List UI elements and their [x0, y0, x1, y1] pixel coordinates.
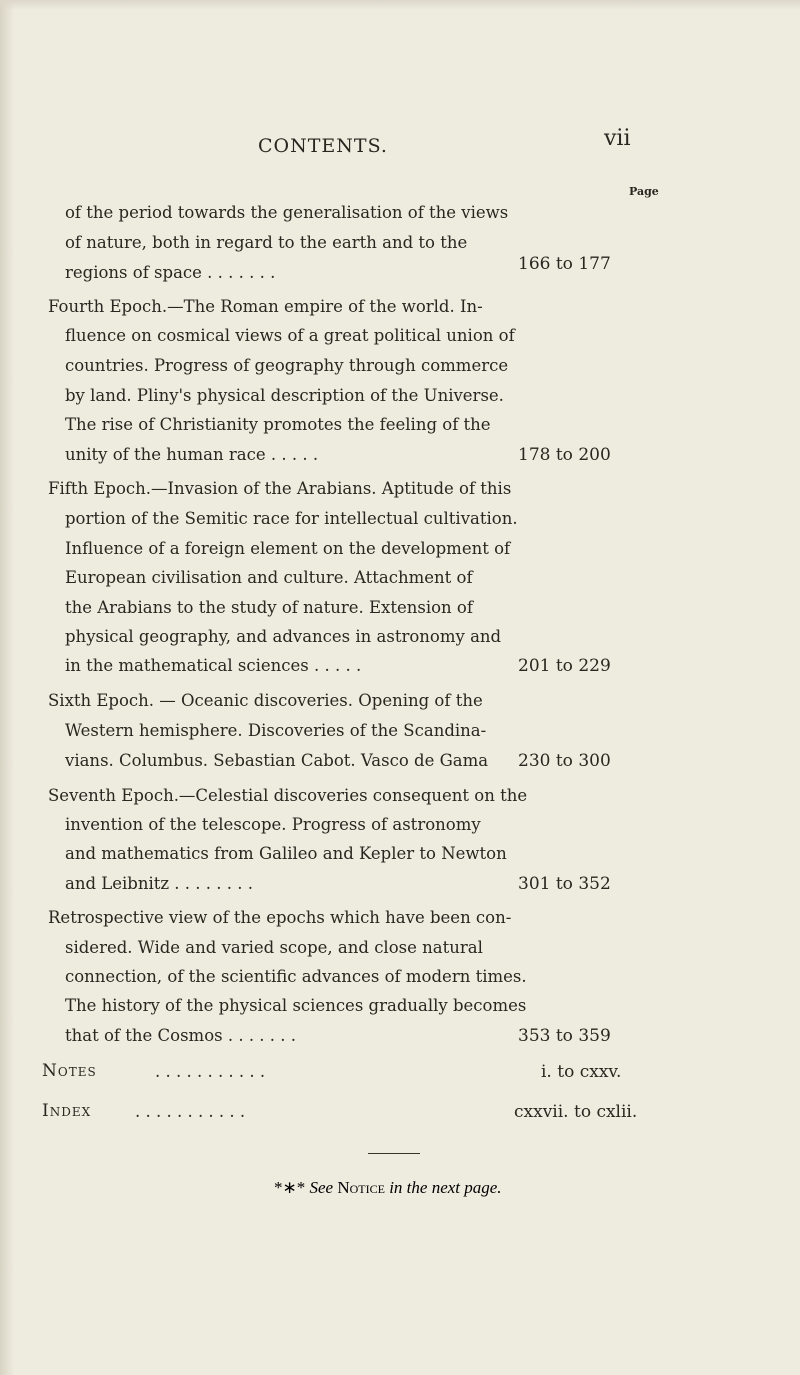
page-reference: 178 to 200 — [518, 445, 611, 465]
page-reference: 230 to 300 — [518, 751, 611, 771]
contents-line: regions of space . . . . . . . — [65, 263, 276, 282]
contents-line: of nature, both in regard to the earth and to the — [65, 233, 468, 252]
contents-line: physical geography, and advances in astronomy and — [65, 627, 502, 646]
contents-line: invention of the telescope. Progress of astronomy — [65, 815, 481, 834]
footnote-marks: *∗* — [274, 1178, 306, 1197]
index-page-reference: cxxvii. to cxlii. — [514, 1102, 638, 1122]
contents-line: the Arabians to the study of nature. Extension of — [65, 598, 473, 617]
contents-line: countries. Progress of geography through commerce — [65, 356, 509, 375]
contents-line: unity of the human race . . . . . — [65, 445, 319, 464]
contents-line: fluence on cosmical views of a great political union of — [65, 326, 515, 345]
page-shadow-top — [0, 0, 800, 10]
footnote — [274, 1178, 502, 1198]
page-column-label: Page — [629, 185, 659, 198]
contents-line: portion of the Semitic race for intellectual cultivation. — [65, 509, 518, 528]
index-leader: . . . . . . . . . . . — [135, 1102, 246, 1121]
contents-line: by land. Pliny's physical description of the Universe. — [65, 386, 504, 405]
index-label: Index — [42, 1101, 92, 1121]
contents-line: The rise of Christianity promotes the feeling of the — [65, 415, 491, 434]
contents-line: connection, of the scientific advances of modern times. — [65, 967, 527, 986]
contents-line: The history of the physical sciences gradually becomes — [65, 996, 527, 1015]
footnote-rest: in the next page. — [389, 1178, 502, 1197]
notes-label: Notes — [42, 1061, 97, 1081]
contents-line: European civilisation and culture. Attachment of — [65, 568, 473, 587]
contents-line: vians. Columbus. Sebastian Cabot. Vasco de Gama — [65, 751, 489, 770]
contents-line: Seventh Epoch.—Celestial discoveries consequent on the — [48, 786, 528, 805]
contents-line: Fourth Epoch.—The Roman empire of the world. In- — [48, 297, 483, 316]
running-head-title: CONTENTS. — [258, 135, 388, 157]
footnote-notice: Notice — [337, 1178, 385, 1197]
contents-line: Western hemisphere. Discoveries of the Scandina- — [65, 721, 487, 740]
contents-line: that of the Cosmos . . . . . . . — [65, 1026, 297, 1045]
contents-line: sidered. Wide and varied scope, and close natural — [65, 938, 483, 957]
contents-line: Sixth Epoch. — Oceanic discoveries. Opening of the — [48, 691, 483, 710]
separator-rule — [368, 1153, 420, 1154]
page-reference: 166 to 177 — [518, 254, 611, 274]
contents-line: Influence of a foreign element on the development of — [65, 539, 511, 558]
page-number: vii — [604, 126, 631, 151]
contents-line: and Leibnitz . . . . . . . . — [65, 874, 253, 893]
notes-page-reference: i. to cxxv. — [541, 1062, 622, 1082]
contents-line: and mathematics from Galileo and Kepler to Newton — [65, 844, 507, 863]
page-reference: 201 to 229 — [518, 656, 611, 676]
contents-line: Fifth Epoch.—Invasion of the Arabians. Aptitude of this — [48, 479, 512, 498]
page-reference: 353 to 359 — [518, 1026, 611, 1046]
page-reference: 301 to 352 — [518, 874, 611, 894]
contents-line: Retrospective view of the epochs which have been con- — [48, 908, 512, 927]
notes-leader: . . . . . . . . . . . — [155, 1062, 266, 1081]
contents-line: in the mathematical sciences . . . . . — [65, 656, 362, 675]
contents-line: of the period towards the generalisation of the views — [65, 203, 509, 222]
footnote-see: See — [309, 1178, 334, 1197]
page-shadow-left — [0, 0, 14, 1375]
